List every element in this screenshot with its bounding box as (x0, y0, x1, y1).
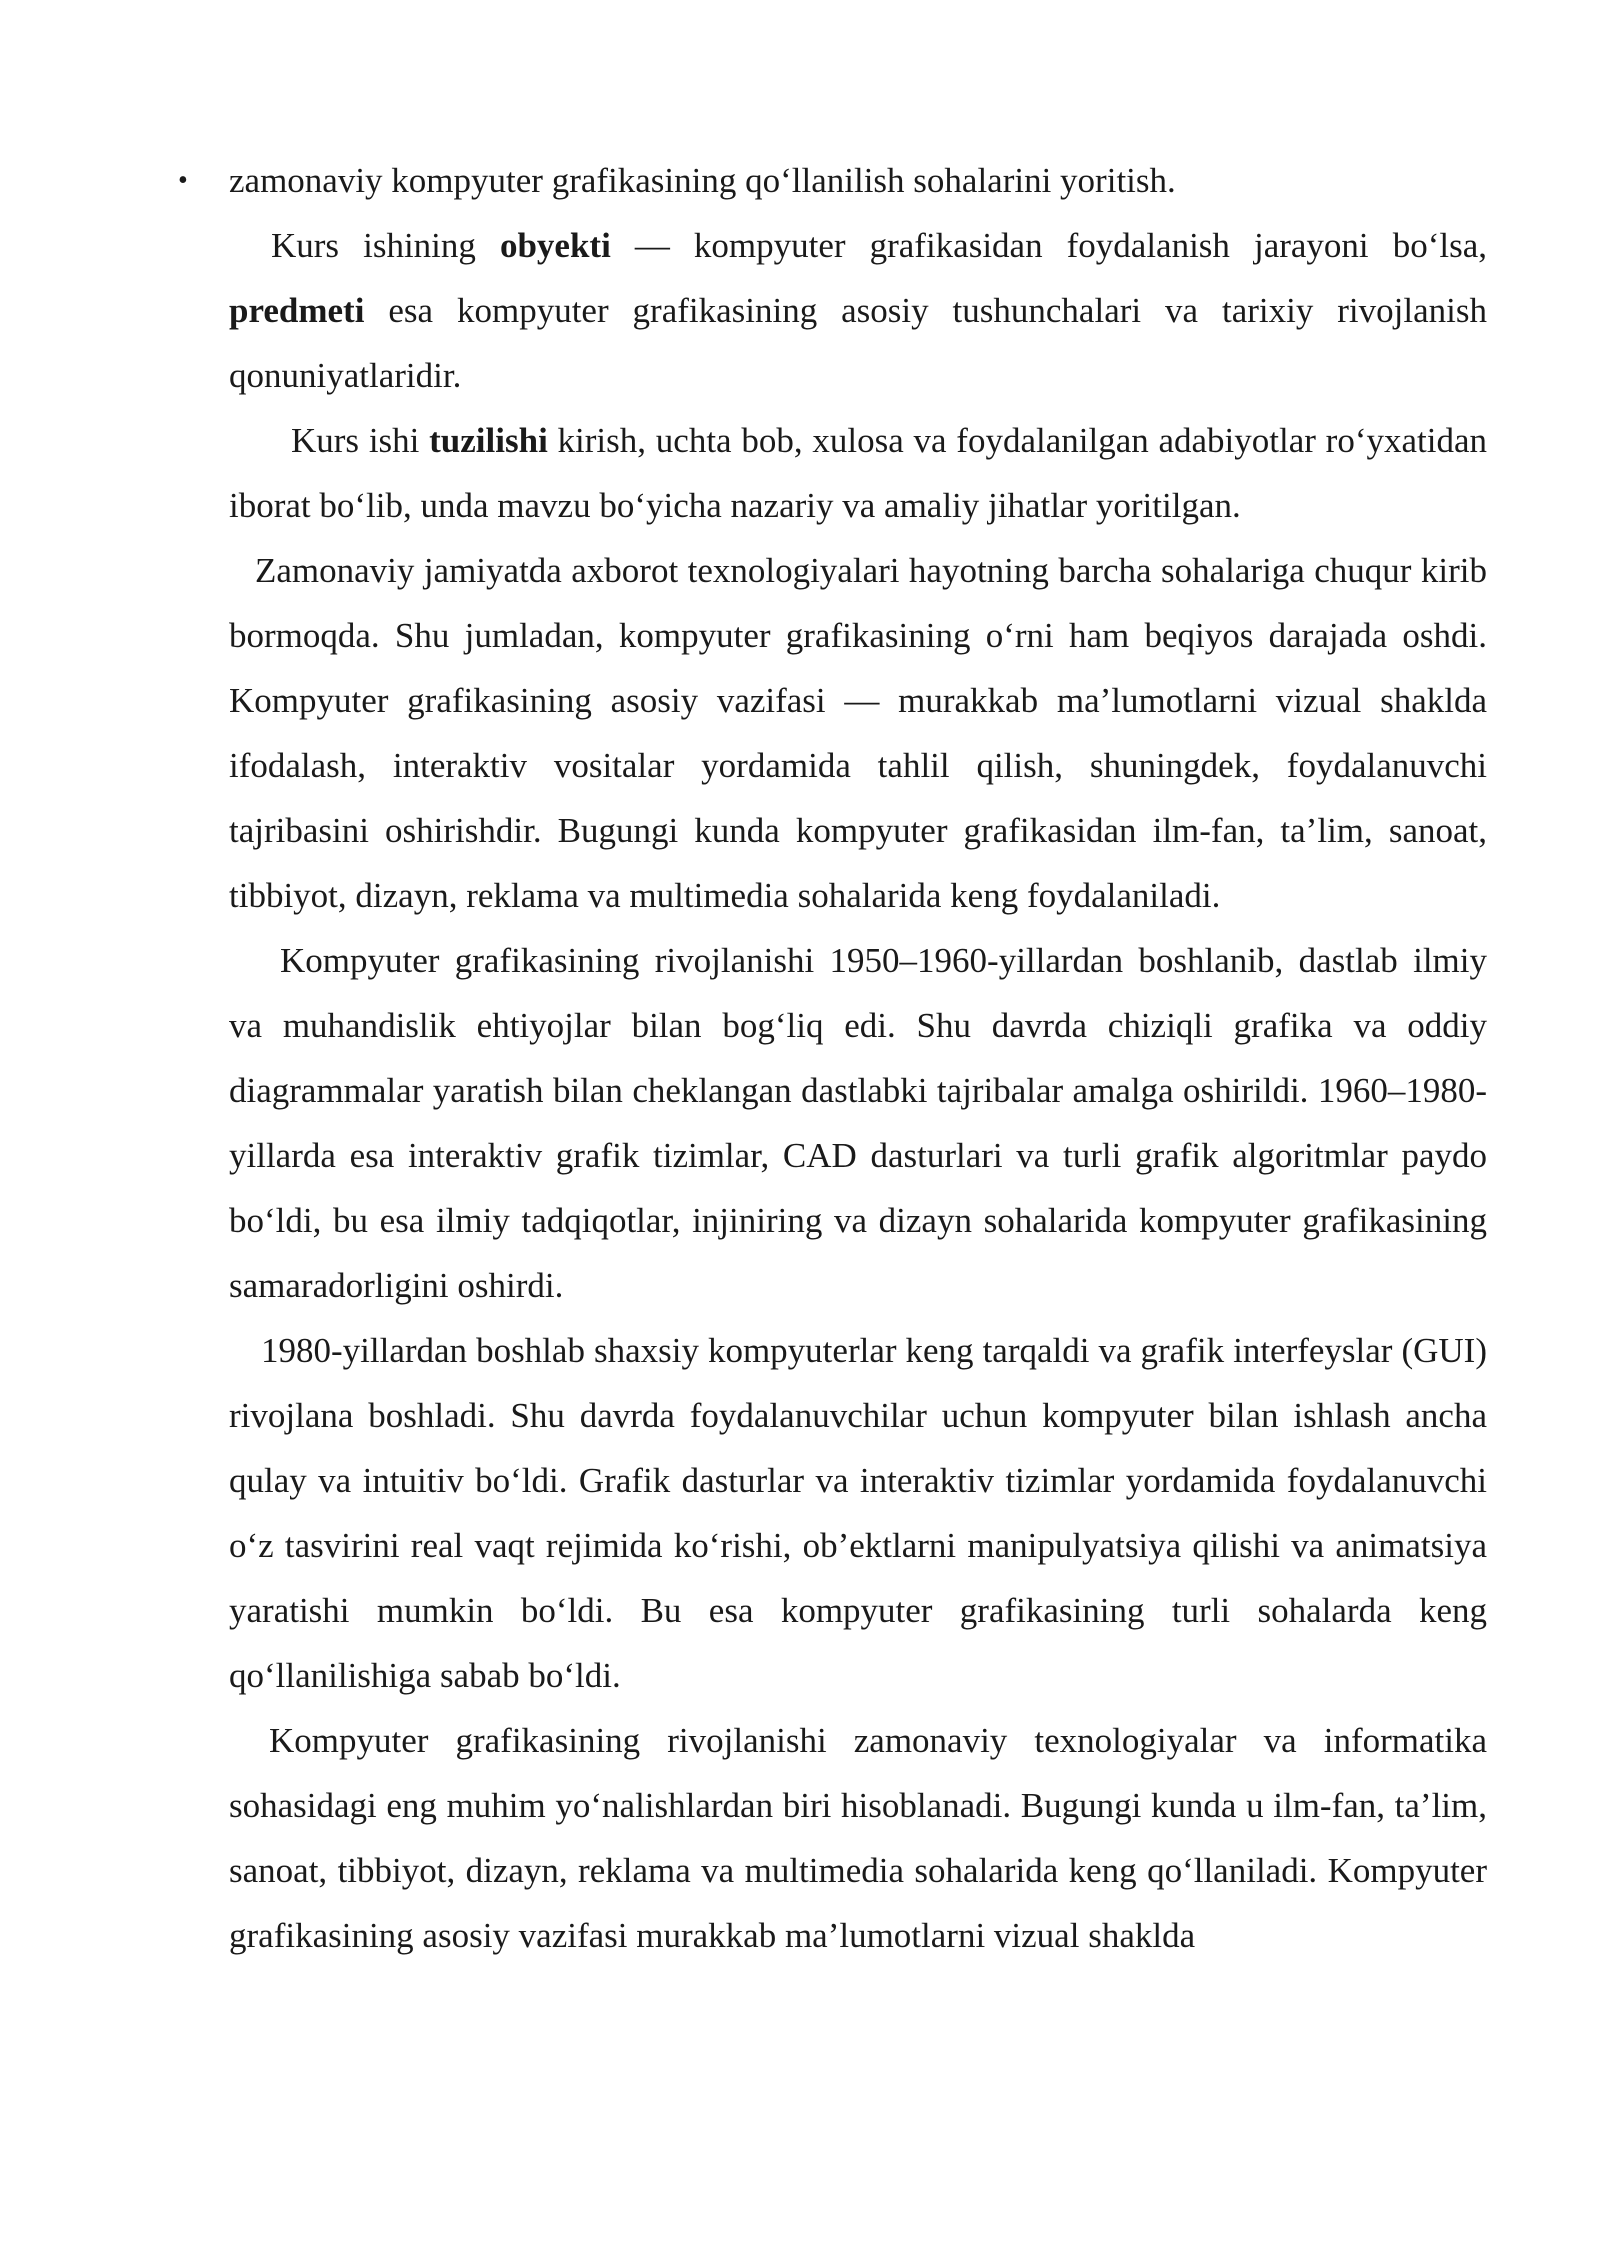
paragraph-text: — kompyuter grafikasidan foydalanish jarayoni bo‘lsa, (610, 226, 1487, 265)
paragraph-text: kirish, uchta bob, xulosa va foydalanilgan adabiyotlar ro‘yxatidan iborat bo‘lib, unda mavzu bo‘yicha nazariy va amaliy jihatlar yoritilgan. (229, 421, 1488, 525)
paragraph-text: Kurs ishi (291, 421, 430, 460)
bullet-marker: • (178, 165, 188, 196)
bold-term-object: obyekti (499, 226, 611, 265)
paragraph-modern-society: Zamonaviy jamiyatda axborot texnologiyalari hayotning barcha sohalariga chuqur kirib bormoqda. Shu jumladan, kompyuter grafikasining o‘rni ham beqiyos darajada oshdi. Kompyuter grafikasining asosiy vazifasi — murakkab ma’lumotlarni vizual shaklda ifodalash, interaktiv vositalar yordamida tahlil qilish, shuningdek, foydalanuvchi tajribasini oshirishdir. Bugungi kunda kompyuter grafikasidan ilm-fan, ta’lim, sanoat, tibbiyot, dizayn, reklama va multimedia sohalarida keng foydalaniladi. (229, 551, 1487, 915)
bold-term-structure: tuzilishi (429, 421, 548, 460)
bold-term-subject: predmeti (229, 291, 365, 330)
paragraph-text: esa kompyuter grafikasining asosiy tushunchalari va tarixiy rivojlanish qonuniyatlaridir. (229, 291, 1487, 395)
paragraph-object-subject (229, 213, 1487, 408)
bullet-text: zamonaviy kompyuter grafikasining qo‘llanilish sohalarini yoritish. (229, 161, 1176, 200)
paragraph-development: Kompyuter grafikasining rivojlanishi zamonaviy texnologiyalar va informatika sohasidagi eng muhim yo‘nalishlardan biri hisoblanadi. Bugungi kunda u ilm-fan, ta’lim, sanoat, tibbiyot, dizayn, reklama va multimedia sohalarida keng qo‘llaniladi. Kompyuter grafikasining asosiy vazifasi murakkab ma’lumotlarni vizual shaklda (229, 1721, 1487, 1955)
paragraph-history-pc: 1980-yillardan boshlab shaxsiy kompyuterlar keng tarqaldi va grafik interfeyslar (GUI) rivojlana boshladi. Shu davrda foydalanuvchilar uchun kompyuter bilan ishlash ancha qulay va intuitiv bo‘ldi. Grafik dasturlar va interaktiv tizimlar yordamida foydalanuvchi o‘z tasvirini real vaqt rejimida ko‘rishi, ob’ektlarni manipulyatsiya qilishi va animatsiya yaratishi mumkin bo‘ldi. Bu esa kompyuter grafikasining turli sohalarda keng qo‘llanilishiga sabab bo‘ldi. (229, 1331, 1487, 1695)
paragraph-structure (229, 408, 1487, 538)
bullet-list-item (178, 148, 1487, 213)
document-body (178, 148, 1488, 1968)
paragraph-history-early: Kompyuter grafikasining rivojlanishi 1950–1960-yillardan boshlanib, dastlab ilmiy va muhandislik ehtiyojlar bilan bog‘liq edi. Shu davrda chiziqli grafika va oddiy diagrammalar yaratish bilan cheklangan dastlabki tajribalar amalga oshirildi. 1960–1980-yillarda esa interaktiv grafik tizimlar, CAD dasturlari va turli grafik algoritmlar paydo bo‘ldi, bu esa ilmiy tadqiqotlar, injiniring va dizayn sohalarida kompyuter grafikasining samaradorligini oshirdi. (229, 941, 1487, 1305)
paragraph-text: Kurs ishining (271, 226, 500, 265)
